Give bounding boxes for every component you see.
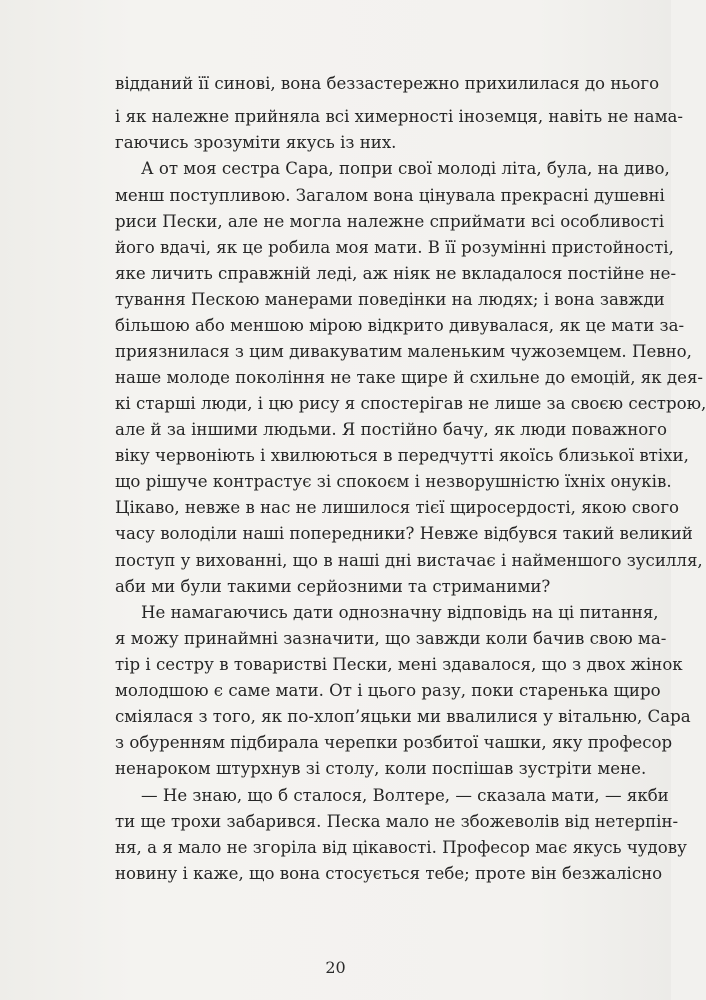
text-line: яке личить справжній леді, аж ніяк не вкладалося постійне не- [115, 264, 677, 283]
text-line: але й за іншими людьми. Я постійно бачу, як люди поважного [115, 420, 667, 439]
text-line: я можу принаймні зазначити, що завжди коли бачив свою ма- [115, 629, 667, 648]
text-line: відданий її синові, вона беззастережно прихилилася до нього [115, 74, 660, 93]
text-line: часу володіли наші попередники? Невже відбувся такий великий [115, 524, 693, 543]
page-number: 20 [325, 958, 346, 977]
paragraph-start-line: — Не знаю, що б сталося, Волтере, — сказала мати, — якби [141, 786, 669, 805]
text-line: віку червоніють і хвилюються в передчутті якоїсь близької втіхи, [115, 446, 689, 465]
text-line: тір і сестру в товаристві Пески, мені здавалося, що з двох жінок [115, 655, 683, 674]
text-line: ненароком штурхнув зі столу, коли поспішав зустріти мене. [115, 759, 647, 778]
text-line: Цікаво, невже в нас не лишилося тієї щиросердості, якою свого [115, 498, 680, 517]
text-line: поступ у вихованні, що в наші дні вистачає і найменшого зусилля, [115, 551, 703, 570]
text-line: риси Пески, але не могла належне сприймати всі особливості [115, 212, 665, 231]
text-line: аби ми були такими серйозними та стриманими? [115, 577, 551, 596]
paragraph-start-line: Не намагаючись дати однозначну відповідь на ці питання, [141, 603, 659, 622]
text-line: гаючись зрозуміти якусь із них. [115, 133, 397, 152]
text-line: наше молоде покоління не таке щире й схильне до емоцій, як дея- [115, 368, 704, 387]
text-line: ня, а я мало не згоріла від цікавості. Професор має якусь чудову [115, 838, 687, 857]
text-line: його вдачі, як це робила моя мати. В її розумінні пристойності, [115, 238, 674, 257]
text-line: з обуренням підбирала черепки розбитої чашки, яку професор [115, 733, 673, 752]
text-line: що рішуче контрастує зі спокоєм і незворушністю їхніх онуків. [115, 472, 672, 491]
text-line: приязнилася з цим дивакуватим маленьким чужоземцем. Певно, [115, 342, 692, 361]
text-line: сміялася з того, як по-хлоп’яцьки ми ввалилися у вітальню, Сара [115, 707, 691, 726]
text-line: молодшою є саме мати. От і цього разу, поки старенька щиро [115, 681, 661, 700]
paragraph-start-line: А от моя сестра Сара, попри свої молоді літа, була, на диво, [141, 159, 670, 178]
text-line: ти ще трохи забарився. Песка мало не збожеволів від нетерпін- [115, 812, 679, 831]
text-line: більшою або меншою мірою відкрито дивувалася, як це мати за- [115, 316, 685, 335]
text-line: кі старші люди, і цю рису я спостерігав не лише за своєю сестрою, [115, 394, 706, 413]
text-line: менш поступливою. Загалом вона цінувала прекрасні душевні [115, 186, 665, 205]
text-line: і як належне прийняла всі химерності іноземця, навіть не нама- [115, 107, 683, 126]
text-line: тування Пескою манерами поведінки на людях; і вона завжди [115, 290, 665, 309]
text-line: новину і каже, що вона стосується тебе; проте він безжалісно [115, 864, 663, 883]
